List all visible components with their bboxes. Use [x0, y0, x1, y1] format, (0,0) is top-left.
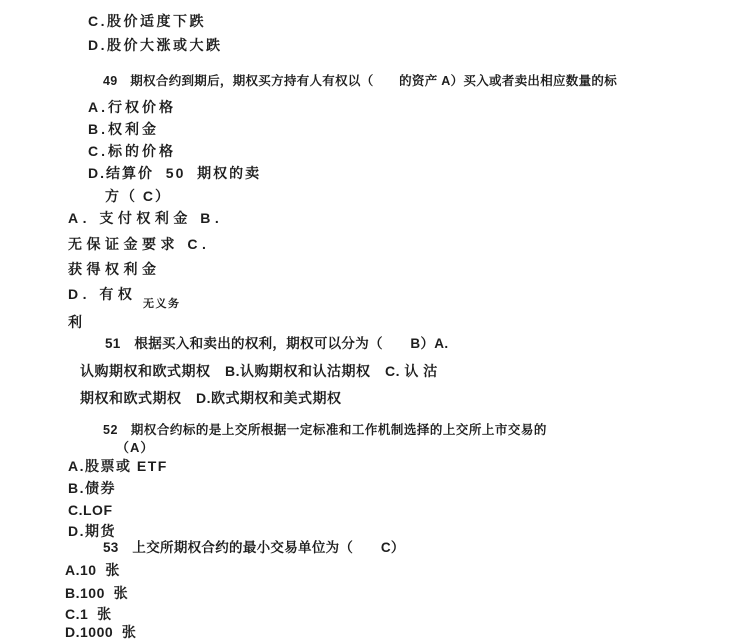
option-line: A.10 张 — [65, 562, 120, 578]
question-line: 52 期权合约标的是上交所根据一定标准和工作机制选择的上交所上市交易的 — [103, 423, 547, 437]
continuation-line: 方（ C） — [105, 188, 171, 204]
option-line: 获得权利金 — [68, 261, 161, 277]
option-line: A. 支付权利金 B. — [68, 210, 224, 226]
option-line: D.股价大涨或大跌 — [88, 37, 223, 53]
option-line: D. 有权 — [68, 286, 137, 302]
question-line: 51 根据买入和卖出的权利，期权可以分为（ B）A. — [105, 336, 449, 351]
option-line: C.标的价格 — [88, 143, 176, 159]
option-line: 无保证金要求 C. — [68, 236, 211, 252]
option-line: D.结算价 50 期权的卖 — [88, 165, 262, 181]
option-line: B.权利金 — [88, 121, 159, 137]
option-line: B.债券 — [68, 480, 116, 496]
option-line: A.行权价格 — [88, 99, 176, 115]
continuation-line: 利 — [68, 314, 82, 330]
question-line: 53 上交所期权合约的最小交易单位为（ C） — [103, 540, 405, 555]
answer-line: （A） — [116, 440, 155, 455]
option-line: 认购期权和欧式期权 B.认购期权和认沽期权 C. 认 沽 — [80, 363, 438, 379]
option-line: C.股价适度下跌 — [88, 13, 206, 29]
option-line: A.股票或 ETF — [68, 458, 168, 474]
option-line: C.1 张 — [65, 606, 112, 622]
option-line: D.期货 — [68, 523, 116, 539]
option-line: D.1000 张 — [65, 624, 137, 639]
option-line: B.100 张 — [65, 585, 129, 601]
question-line: 49 期权合约到期后，期权买方持有人有权以（ 的资产 A）买入或者卖出相应数量的标 — [103, 74, 618, 88]
option-line: C.LOF — [68, 502, 113, 518]
small-note: 无义务 — [143, 298, 181, 310]
option-line: 期权和欧式期权 D.欧式期权和美式期权 — [80, 390, 342, 406]
